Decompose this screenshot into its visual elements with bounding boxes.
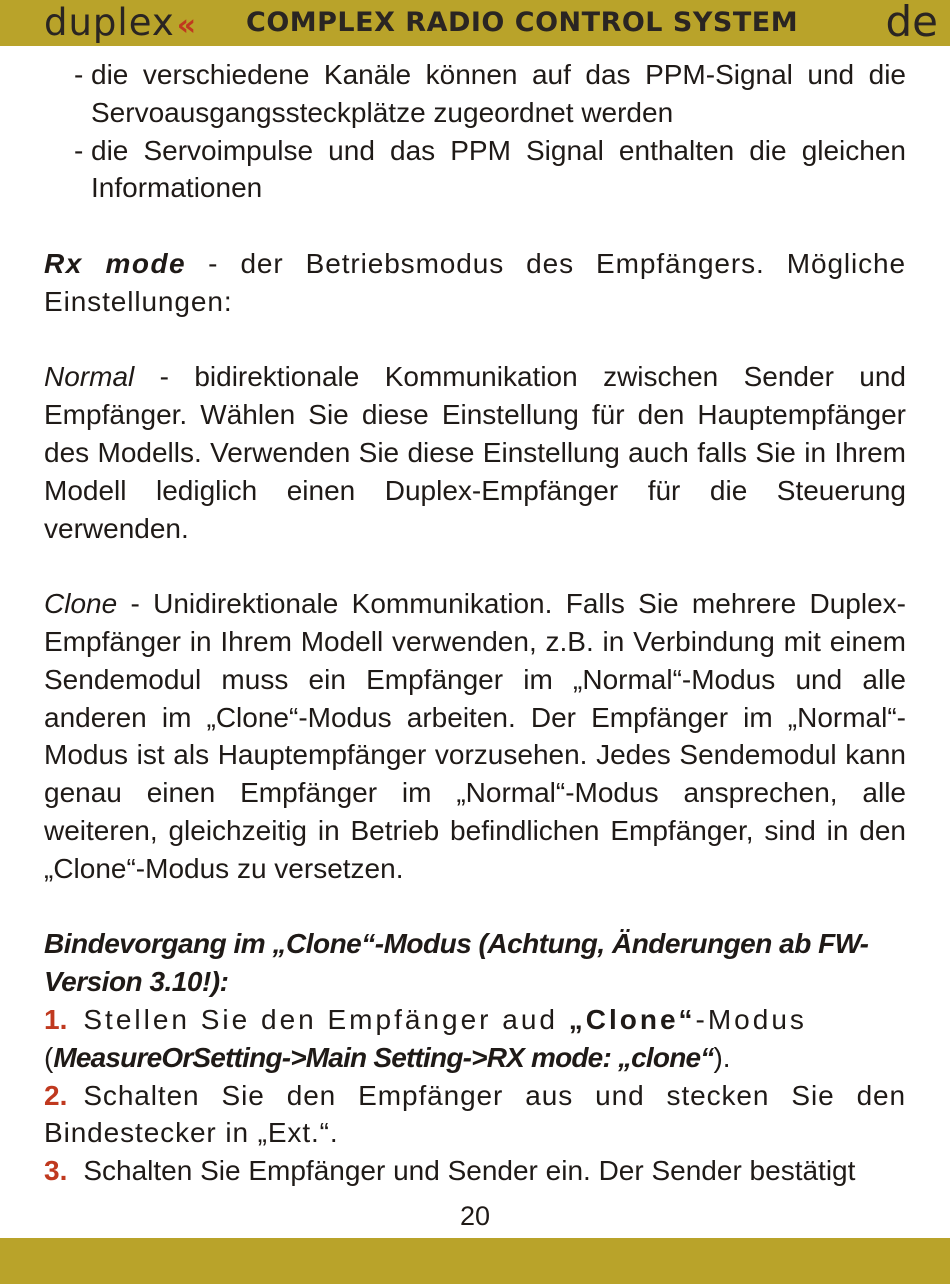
bullet-item [44, 56, 906, 132]
normal-paragraph [44, 358, 906, 547]
rx-mode-paragraph [44, 245, 906, 321]
bullet-dash: - [74, 134, 84, 166]
normal-term: Normal [44, 361, 135, 393]
bullet-item [44, 132, 906, 208]
bullet-dash: - [74, 59, 84, 90]
paren-open: ( [44, 1041, 54, 1073]
bullet-text: die verschiedene Kanäle können auf das PPM-Signal und die Servoausgangssteckplätze zugeordnet werden [91, 59, 906, 128]
clone-paragraph [44, 585, 906, 887]
header-title: COMPLEX RADIO CONTROL SYSTEM [246, 7, 799, 38]
normal-text: - bidirektionale Kommunikation zwischen Sender und Empfänger. Wählen Sie diese Einstellung für den Hauptempfänger des Modells. Verwenden Sie diese Einstellung auch falls Sie in Ihrem Modell lediglich einen Duplex-Empfänger für die Steuerung verwenden. [44, 361, 906, 544]
step-number: 3. [44, 1155, 68, 1187]
logo-text: duplex [44, 1, 175, 44]
bullet-text: die Servoimpulse und das PPM Signal enthalten die gleichen Informationen [91, 134, 906, 204]
page-content [44, 56, 906, 1190]
paren-close: ). [713, 1041, 731, 1073]
bind-heading-text: Bindevorgang im „Clone“-Modus (Achtung, Änderungen ab FW-Version 3.10!): [44, 928, 869, 998]
step-1 [44, 1001, 906, 1077]
step-text: Stellen Sie den Empfänger aud [83, 1003, 569, 1035]
clone-term: Clone [44, 588, 118, 620]
step-2 [44, 1077, 906, 1153]
step-text: Schalten Sie den Empfänger aus und stecken Sie den Bindestecker in „Ext.“. [44, 1079, 906, 1149]
bind-heading [44, 925, 906, 1001]
logo-chevrons-icon: « [176, 8, 193, 43]
header-bar [0, 0, 950, 46]
rx-mode-term: Rx mode [44, 247, 187, 279]
step-text: Schalten Sie Empfänger und Sender ein. Der Sender bestätigt [83, 1155, 856, 1187]
step-number: 2. [44, 1079, 68, 1111]
step-number: 1. [44, 1003, 68, 1035]
footer-bar [0, 1238, 950, 1284]
clone-text: - Unidirektionale Kommunikation. Falls Sie mehrere Duplex-Empfänger in Ihrem Modell verwenden, z.B. in Verbindung mit einem Sendemodul muss ein Empfänger im „Normal“-Modus und alle anderen im „Clone“-Modus arbeiten. Der Empfänger im „Normal“-Modus ist als Hauptempfänger vorzusehen. Jedes Sendemodul kann genau einen Empfänger im „Normal“-Modus ansprechen, alle weiteren, gleichzeitig in Betrieb befindlichen Empfänger, sind in den „Clone“-Modus zu versetzen. [44, 588, 906, 884]
mode-name: „Clone“ [568, 1003, 696, 1035]
duplex-logo [44, 3, 192, 43]
step-text-after: -Modus [695, 1003, 807, 1035]
rx-mode-text: - der Betriebsmodus des Empfängers. Mögliche Einstellungen: [44, 247, 907, 317]
step-3 [44, 1152, 906, 1190]
language-code: de [885, 0, 938, 46]
menu-path: MeasureOrSetting->Main Setting->RX mode: „clone“ [53, 1041, 714, 1073]
page-number: 20 [459, 1201, 491, 1231]
